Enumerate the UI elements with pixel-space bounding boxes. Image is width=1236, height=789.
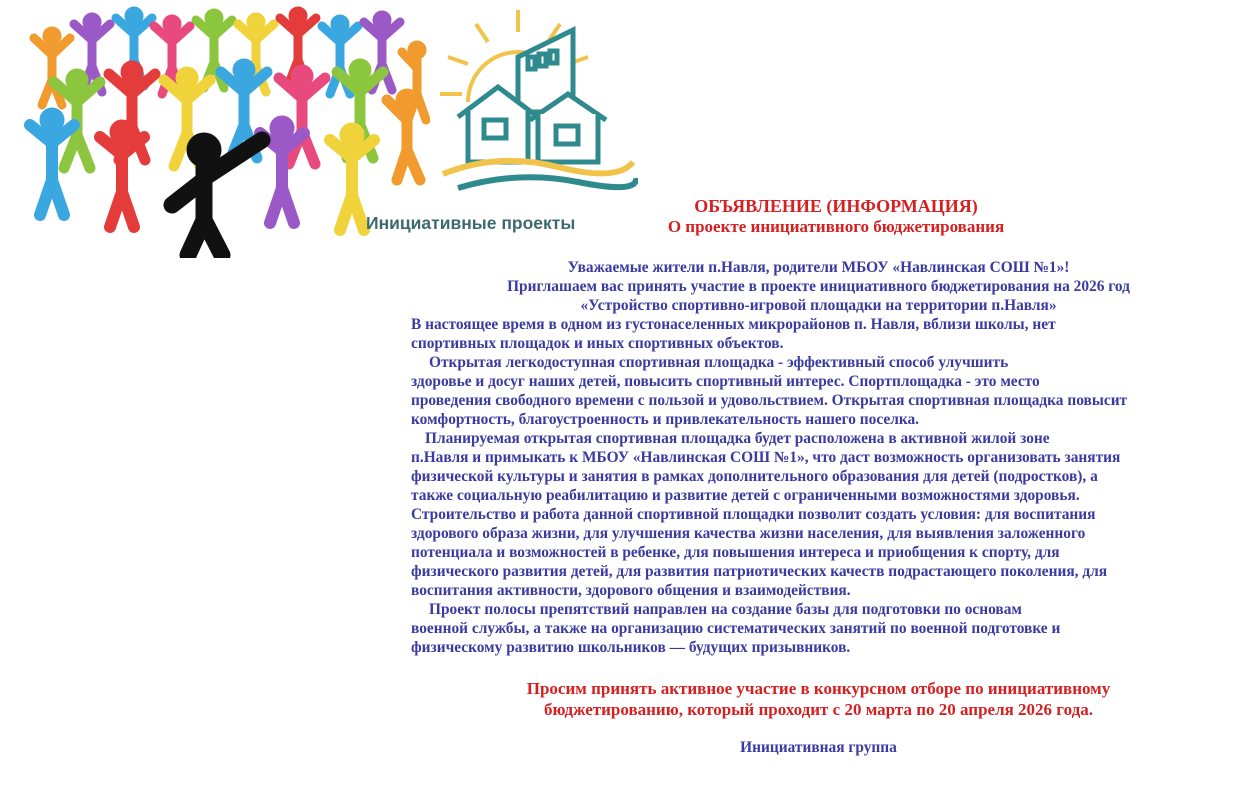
announcement-subtitle: О проекте инициативного бюджетирования [667, 217, 1005, 236]
initiative-projects-logo [438, 2, 638, 198]
text-line: В настоящее время в одном из густонаселенных микрорайонов п. Навля, вблизи школы, нет [411, 316, 1056, 333]
text-line: воспитания активности, здорового общения и взаимодействия. [411, 582, 851, 599]
text-line: спортивных площадок и иных спортивных объектов. [411, 335, 784, 352]
text-line: здорового образа жизни, для улучшения качества жизни населения, для выявления заложенного [411, 525, 1086, 542]
text-line: военной службы, а также на организацию систематических занятий по военной подготовке и [411, 620, 1061, 637]
text-line: Планируемая открытая спортивная площадка будет расположена в активной жилой зоне [425, 430, 1050, 447]
paragraph-2 [411, 353, 1226, 429]
paragraph-3 [411, 429, 1226, 600]
signature: Инициативная группа [740, 739, 897, 756]
text-line: физическому развитию школьников — будущих призывников. [411, 639, 851, 656]
appeal-line: бюджетированию, который проходит с 20 марта по 20 апреля 2026 года. [544, 700, 1093, 719]
text-line: также социальную реабилитацию и развитие детей с ограниченными возможностями здоровья. [411, 487, 1080, 504]
paragraph-4 [411, 600, 1226, 657]
text-line: Проект полосы препятствий направлен на создание базы для подготовки по основам [429, 601, 1022, 618]
text-line: п.Навля и примыкать к МБОУ «Навлинская СОШ №1», что даст возможность организовать занятия [411, 449, 1121, 466]
text-line: комфортность, благоустроенность и привлекательность нашего поселка. [411, 411, 920, 428]
participation-appeal [411, 678, 1226, 720]
appeal-line: Просим принять активное участие в конкурсном отборе по инициативному [526, 679, 1111, 698]
paragraph-1 [411, 315, 1226, 353]
announcement-body [411, 258, 1226, 657]
project-name: «Устройство спортивно-игровой площадки на территории п.Навля» [580, 297, 1057, 314]
text-line: физического развития детей, для развития патриотических качеств подрастающего поколения, для [411, 563, 1108, 580]
greeting: Уважаемые жители п.Навля, родители МБОУ «Навлинская СОШ №1»! [567, 259, 1070, 276]
text-line: Строительство и работа данной спортивной площадки позволит создать условия: для воспитания [411, 506, 1096, 523]
invitation: Приглашаем вас принять участие в проекте инициативного бюджетирования на 2026 год [507, 278, 1130, 295]
waves-icon [443, 161, 636, 188]
announcement-title: ОБЪЯВЛЕНИЕ (ИНФОРМАЦИЯ) [694, 196, 978, 216]
text-line: Открытая легкодоступная спортивная площадка - эффективный способ улучшить [429, 354, 1009, 371]
text-line: потенциала и возможностей в ребенке, для повышения интереса и приобщения к спорту, для [411, 544, 1060, 561]
text-line: здоровье и досуг наших детей, повысить спортивный интерес. Спортплощадка - это место [411, 373, 1040, 390]
text-line: проведения свободного времени с пользой и удовольствием. Открытая спортивная площадка повысит [411, 392, 1128, 409]
text-line: физической культуры и занятия в рамках дополнительного образования для детей (подростков), а [411, 468, 1098, 485]
logo-caption: Инициативные проекты [366, 213, 576, 233]
